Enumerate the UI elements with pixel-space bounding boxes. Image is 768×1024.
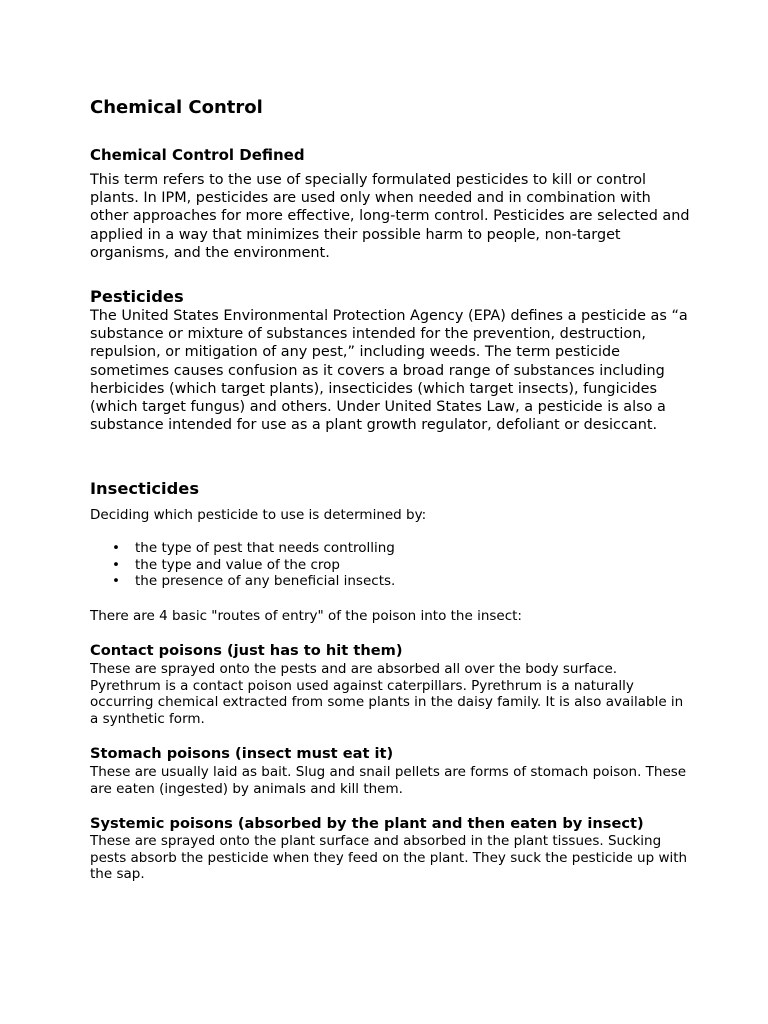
paragraph-chemical-control-defined: This term refers to the use of specially formulated pesticides to kill or control plants. In IPM, pesticides are used only when needed and in combination with other approaches for more effective, long-term control. Pesticides are selected and applied in a way that minimizes their possible harm to people, non-target organisms, and the environment. bbox=[90, 172, 690, 261]
list-item bbox=[90, 573, 395, 590]
subheading-systemic-poisons: Systemic poisons (absorbed by the plant and then eaten by insect) bbox=[90, 815, 644, 832]
bullet-icon: • bbox=[112, 573, 120, 589]
subheading-stomach-poisons: Stomach poisons (insect must eat it) bbox=[90, 745, 394, 762]
paragraph-contact-poisons: These are sprayed onto the pests and are absorbed all over the body surface. Pyrethrum is a contact poison used against caterpillars. Pyrethrum is a naturally occurring chemical extracted from some plants in the daisy family. It is also available in a synthetic form. bbox=[90, 661, 684, 727]
paragraph-systemic-poisons: These are sprayed onto the plant surface and absorbed in the plant tissues. Sucking pests absorb the pesticide when they feed on the plant. They suck the pesticide up with the sap. bbox=[90, 833, 688, 882]
subheading-contact-poisons: Contact poisons (just has to hit them) bbox=[90, 642, 403, 659]
paragraph-pesticides: The United States Environmental Protection Agency (EPA) defines a pesticide as “a substance or mixture of substances intended for the prevention, destruction, repulsion, or mitigation of any pest,” including weeds. The term pesticide sometimes causes confusion as it covers a broad range of substances including herbicides (which target plants), insecticides (which target insects), fungicides (which target fungus) and others. Under United States Law, a pesticide is also a substance intended for use as a plant growth regulator, defoliant or desiccant. bbox=[90, 308, 688, 434]
list-item-text: the type and value of the crop bbox=[135, 556, 341, 573]
section-heading-insecticides: Insecticides bbox=[90, 479, 200, 498]
list-item bbox=[90, 540, 395, 557]
list-item bbox=[90, 557, 395, 574]
paragraph-deciding: Deciding which pesticide to use is determined by: bbox=[90, 507, 427, 523]
criteria-list bbox=[90, 540, 395, 590]
page-title: Chemical Control bbox=[90, 97, 263, 118]
paragraph-stomach-poisons: These are usually laid as bait. Slug and snail pellets are forms of stomach poison. These are eaten (ingested) by animals and kill them. bbox=[90, 764, 687, 797]
paragraph-routes-of-entry: There are 4 basic "routes of entry" of the poison into the insect: bbox=[90, 608, 522, 624]
list-item-text: the type of pest that needs controlling bbox=[135, 540, 395, 556]
bullet-icon: • bbox=[112, 540, 120, 556]
bullet-icon: • bbox=[112, 556, 120, 573]
section-heading-chemical-control-defined: Chemical Control Defined bbox=[90, 146, 305, 164]
section-heading-pesticides: Pesticides bbox=[90, 287, 184, 306]
list-item-text: the presence of any beneficial insects. bbox=[135, 573, 396, 589]
